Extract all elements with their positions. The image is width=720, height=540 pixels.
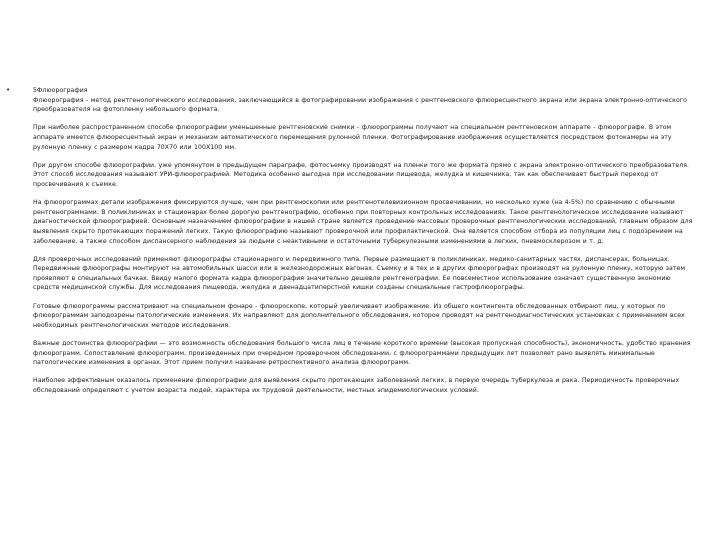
- paragraph-uri-fluorography: При другом способе флюорографии, уже упомянутом в предыдущем параграфе, фотосъемку производят на пленки того же формата прямо с экрана электронно-оптического преобразователя. Этот способ исследования называют УРИ-флюорографией. Методика особенно выгодна при исследовании пищевода, желудка и кишечника, так как обеспечивает быстрый переход от просвечивания к съемке.: [33, 161, 690, 188]
- paragraph-fluorograph: При наиболее распространенном способе флюорографии уменьшенные рентгеновские снимки - флюорограммы получают на специальном рентгеновском аппарате - флюорографе. В этом аппарате имеется флюоресцентный экран и механизм автоматического перемещения рулонной пленки. Фотографирование изображения осуществляется посредством фотокамеры на эту рулонную пленку с размером кадра 70Х70 или 100Х100 мм.: [33, 124, 672, 151]
- paragraph-effectiveness: Наиболее эффективным оказалось применение флюорографии для выявления скрыто протекающих заболеваний легких, в первую очередь туберкулеза и рака. Периодичность проверочных обследований определяют с учетом возраста людей, характера их трудовой деятельности, местных эпидемиологических условий.: [33, 377, 680, 394]
- bullet-marker: •: [6, 86, 11, 94]
- paragraph-fluorograph-types: Для проверочных исследований применяют флюорографы стационарного и передвижного типа. Первые размещают в поликлиниках, медико-санитарных частях, диспансерах, больницах. Передвижные флюорографы монтируют на автомобильных шасси или в железнодорожных вагонах. Съемку и в тех и в других флюорографах производят на рулонную пленку, которую затем проявляют в специальных бачках. Ввиду малого формата кадра флюорография значительно дешевле рентгенографии. Ее повсеместное использование означает существенную экономию средств медицинской службы. Для исследования пищевода, желудка и двенадцатиперстной кишки созданы специальные гастрофлюорографы.: [33, 255, 686, 292]
- paragraph-definition: Флюорография - метод рентгенологического исследования, заключающийся в фотографировании изображения с рентгеновского флюоресцентного экрана или экрана электронно-оптического преобразователя на фотопленку небольшого формата.: [33, 96, 687, 114]
- text-body: [33, 86, 695, 404]
- paragraph-screening: На флюорограммах детали изображения фиксируются лучше, чем при рентгеноскопии или рентгенотелевизионном просвечивании, но несколько хуже (на 4-5%) по сравнению с обычными рентгенограммами. В поликлиниках и стационарах более дорогую рентгенографию, особенно при повторных контрольных исследованиях. Такое рентгенологическое исследование называют диагностической флюорографией. Основным назначением флюорографии в нашей стране является проведение массовых проверочных рентгенологических исследований, главным образом для выявления скрыто протекающих поражений легких. Такую флюорографию называют проверочной или профилактической. Она является способом отбора из популяции лиц с подозрением на заболевание, а также способом диспансерного наблюдения за людьми с неактивными и остаточными туберкулезными изменениями в легких, пневмосклерозом и т. д.: [33, 199, 693, 245]
- section-title: 5Флюорография: [33, 87, 88, 94]
- paragraph-fluoroscope: Готовые флюорограммы рассматривают на специальном фонаре - флюороскопе, который увеличивает изображение. Из общего контингента обследованных отбирают лиц, у которых по флюорограммам заподозрены патологические изменения. Их направляют для дополнительного обследования, которое проводят на рентгенодиагностических установках с применением всех необходимых рентгенологических методов исследования.: [33, 302, 685, 329]
- paragraph-advantages: Важные достоинства флюорографии — это возможность обследования большого числа лиц в течение короткого времени (высокая пропускная способность), экономичность, удобство хранения флюорограмм. Сопоставление флюорограмм, произведенных при очередном проверочном обследовании, с флюорограммами предыдущих лет позволяет рано выявлять минимальные патологические изменения в органах. Этот прием получил название ретроспективного анализа флюорограмм.: [33, 340, 691, 367]
